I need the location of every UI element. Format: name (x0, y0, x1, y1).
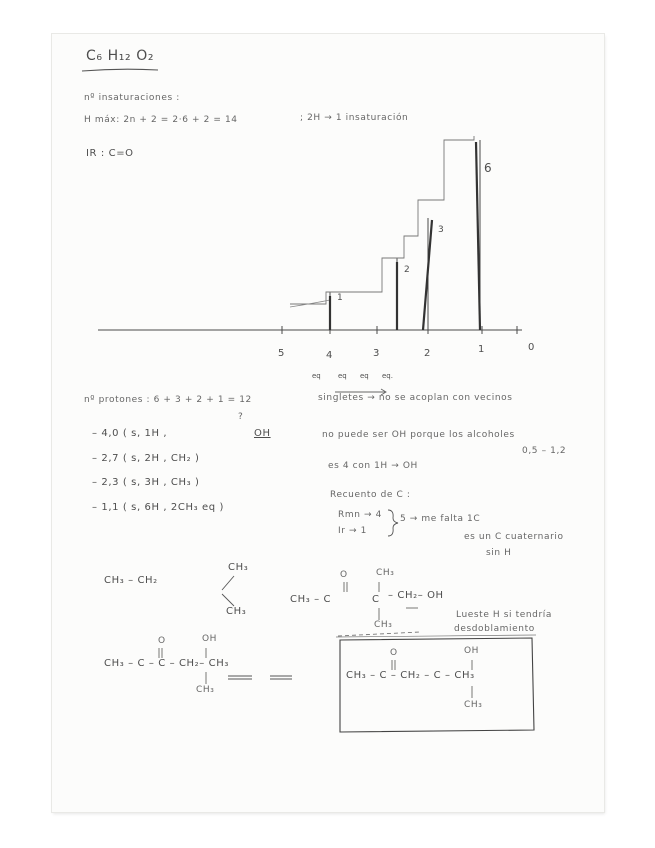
axis-tick-label-3: 3 (373, 348, 380, 359)
signal-1-note: no puede ser OH porque los alcoholes (322, 430, 515, 440)
unsaturations-label: nº insaturaciones : (84, 93, 180, 103)
signal-1-oh: OH (254, 428, 271, 439)
axis-tick-label-2: 2 (424, 348, 431, 359)
protons-count: nº protones : 6 + 3 + 2 + 1 = 12 (84, 395, 252, 405)
candidate2-center-carbon: C (372, 594, 380, 605)
candidate3-hydroxyl: OH (202, 634, 218, 644)
signal-4: – 1,1 ( s, 6H , 2CH₃ eq ) (92, 502, 224, 513)
carbon-count-title: Recuento de C : (330, 490, 411, 500)
peak-integration-6: 6 (484, 161, 492, 175)
final-structure-bonds (388, 658, 488, 702)
integration-stairs (290, 136, 474, 304)
final-structure-oxygen: O (390, 648, 398, 658)
ir-note: IR : C=O (86, 148, 134, 159)
candidate2-oxygen: O (340, 570, 348, 580)
alcohol-range: 0,5 – 1,2 (522, 446, 567, 456)
hmax-formula: H máx: 2n + 2 = 2·6 + 2 = 14 (84, 115, 238, 125)
eq-mark-2: eq (338, 372, 347, 380)
candidate2-right: – CH₂– OH (388, 590, 444, 601)
final-structure-chain: CH₃ – C – CH₂ – C – CH₃ (346, 670, 475, 681)
carbon-count-rmn: Rmn → 4 (338, 510, 382, 520)
candidate3-methyl: CH₃ (196, 685, 215, 695)
peak-integration-3: 3 (438, 225, 444, 235)
carbon-count-total: 5 → me falta 1C (400, 514, 481, 524)
nmr-peak-6 (476, 142, 480, 330)
candidate2-note-1: Lueste H si tendría (456, 610, 552, 620)
candidate3-oxygen: O (158, 636, 166, 646)
quaternary-carbon-note: es un C cuaternario (464, 532, 564, 542)
signal-1: – 4,0 ( s, 1H , (92, 428, 168, 439)
signal-3: – 2,3 ( s, 3H , CH₃ ) (92, 477, 200, 488)
molecular-formula: C₆ H₁₂ O₂ (86, 48, 155, 64)
eq-mark-4: eq. (382, 372, 393, 380)
signal-2: – 2,7 ( s, 2H , CH₂ ) (92, 453, 200, 464)
final-structure-methyl: CH₃ (464, 700, 483, 710)
candidate2-note-2: desdoblamiento (454, 624, 535, 634)
axis-tick-label-0: 0 (528, 342, 535, 353)
methyl-fragment-top: CH₃ (228, 562, 249, 573)
candidate2-methyl-top: CH₃ (376, 568, 395, 578)
eq-mark-3: eq (360, 372, 369, 380)
recuento-brace (386, 508, 400, 538)
methyl-bonds (218, 572, 242, 612)
singlets-note: singletes → no se acoplan con vecinos (318, 393, 513, 403)
eq-mark-1: eq (312, 372, 321, 380)
carbon-count-ir: Ir → 1 (338, 526, 367, 536)
candidate2-bonds (340, 578, 420, 624)
axis-tick-label-1: 1 (478, 344, 485, 355)
axis-tick-label-5: 5 (278, 348, 285, 359)
candidate3-chain: CH₃ – C – C – CH₂– CH₃ (104, 658, 229, 669)
candidate3-bonds (156, 646, 296, 688)
methyl-fragment-bottom: CH₃ (226, 606, 247, 617)
axis-tick-label-4: 4 (326, 350, 333, 361)
peak-integration-1: 1 (337, 293, 343, 303)
final-structure-hydroxyl: OH (464, 646, 480, 656)
candidate2-left: CH₃ – C (290, 594, 332, 605)
candidate2-methyl-bottom: CH₃ (374, 620, 393, 630)
ethyl-fragment: CH₃ – CH₂ (104, 575, 158, 586)
no-hydrogen-note: sin H (486, 548, 512, 558)
peak-integration-2: 2 (404, 265, 410, 275)
signal-2-note: es 4 con 1H → OH (328, 461, 418, 471)
unsaturation-result: ; 2H → 1 insaturación (300, 113, 409, 123)
question-mark: ? (238, 412, 244, 422)
